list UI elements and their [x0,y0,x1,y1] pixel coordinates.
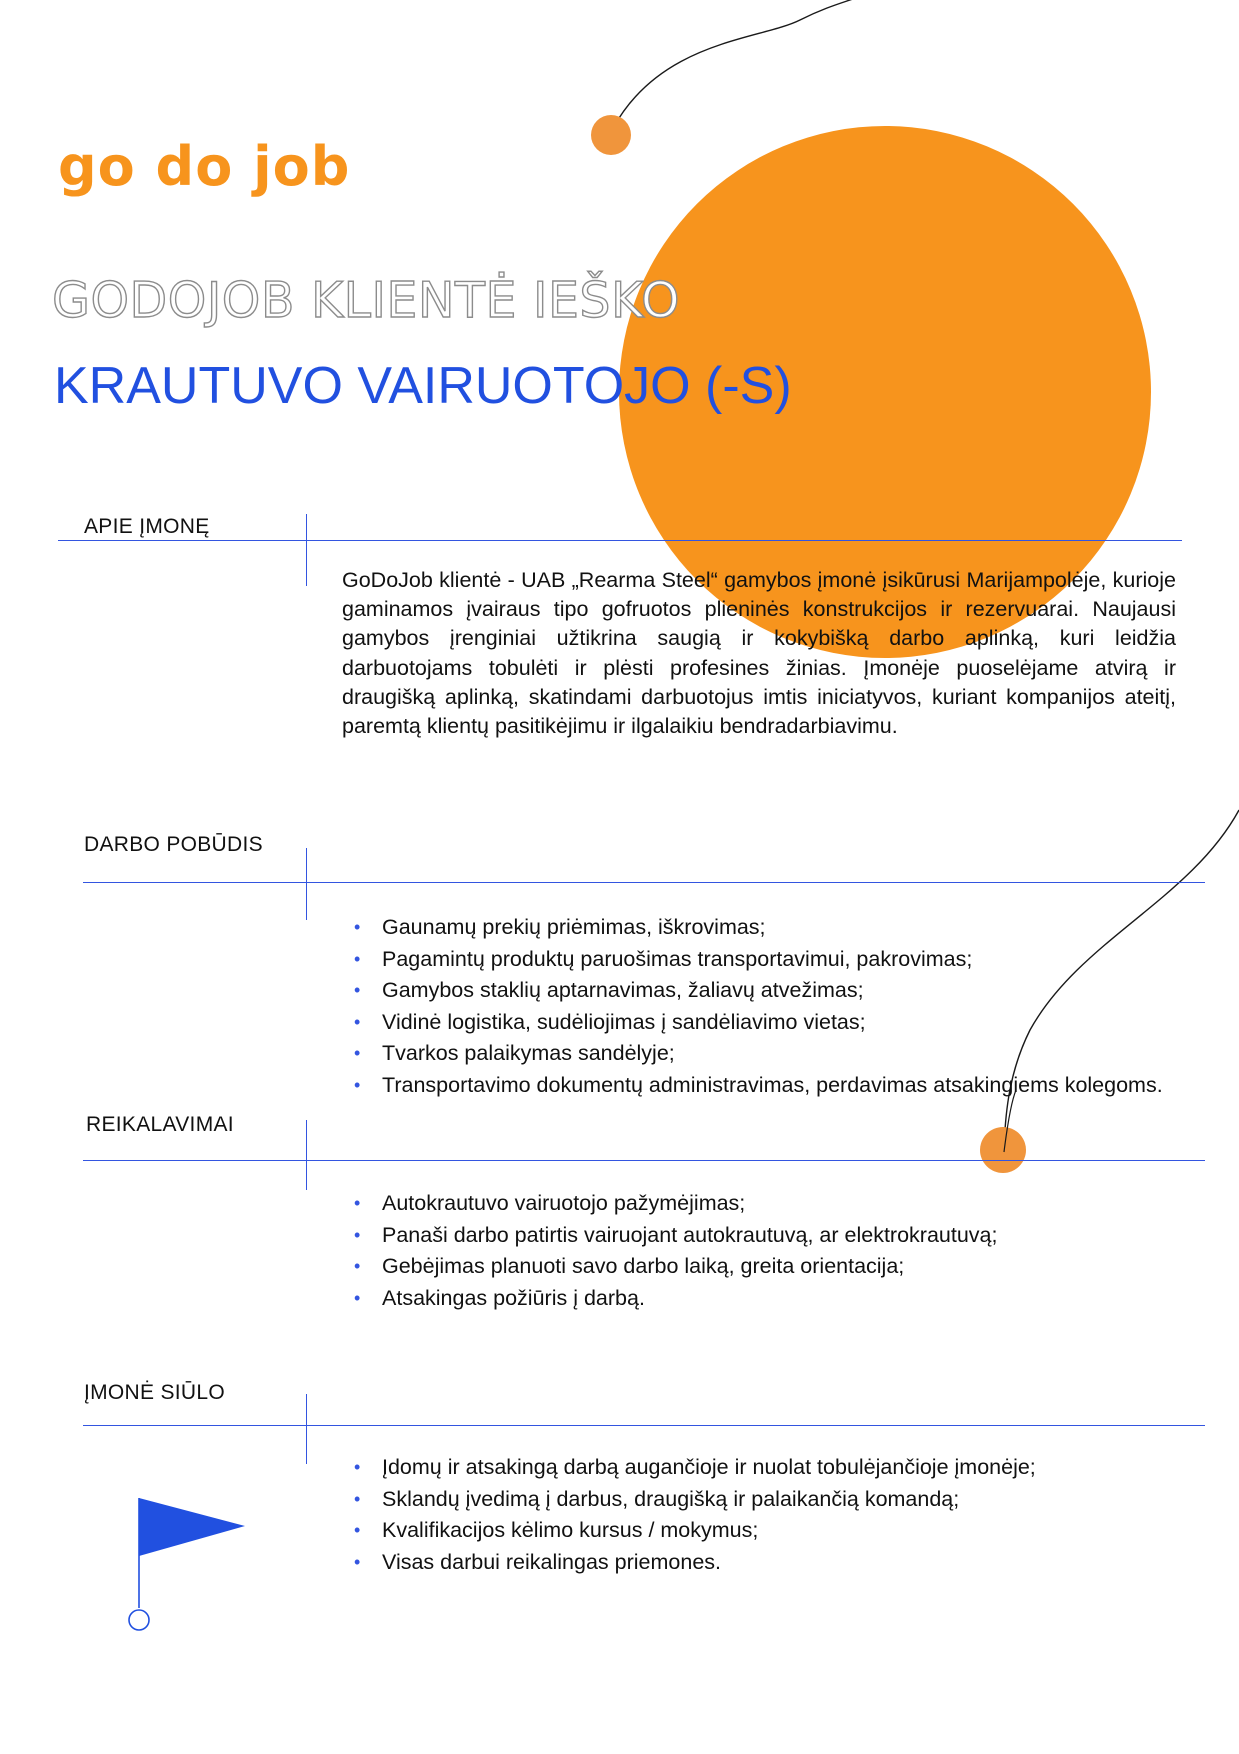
offer-list [352,1452,1182,1578]
decorative-small-circle-right [980,1127,1026,1173]
list-item: • Autokrautuvo vairuotojo pažymėjimas; [352,1188,1182,1220]
section-tick-requirements [306,1120,307,1190]
outline-heading: GODOJOB KLIENTĖ IEŠKO [52,272,681,329]
list-item: • Transportavimo dokumentų administravimas, perdavimas atsakingiems kolegoms. [352,1070,1182,1102]
flag-icon [118,1496,258,1636]
section-label-offer: ĮMONĖ SIŪLO [84,1381,225,1404]
list-item: • Panaši darbo patirtis vairuojant autokrautuvą, ar elektrokrautuvą; [352,1220,1182,1252]
section-tick-about [306,514,307,586]
job-title: KRAUTUVO VAIRUOTOJO (-S) [54,357,792,415]
list-item: • Visas darbui reikalingas priemones. [352,1547,1182,1579]
section-label-requirements: REIKALAVIMAI [86,1113,234,1136]
duties-list [352,912,1182,1102]
list-item: • Pagamintų produktų paruošimas transportavimui, pakrovimas; [352,944,1182,976]
list-item: • Vidinė logistika, sudėliojimas į sandėliavimo vietas; [352,1007,1182,1039]
requirements-list [352,1188,1182,1314]
list-item: • Kvalifikacijos kėlimo kursus / mokymus; [352,1515,1182,1547]
list-item: • Gebėjimas planuoti savo darbo laiką, greita orientacija; [352,1251,1182,1283]
section-divider-offer [83,1425,1205,1426]
decorative-small-circle-top [591,115,631,155]
section-label-duties: DARBO POBŪDIS [84,833,263,856]
section-label-about: APIE ĮMONĘ [84,515,210,538]
list-item: • Gamybos staklių aptarnavimas, žaliavų atvežimas; [352,975,1182,1007]
godojob-logo: go do job [58,135,351,198]
section-divider-about [58,540,1182,541]
section-tick-offer [306,1394,307,1464]
decorative-curve-top [612,0,870,130]
section-divider-requirements [83,1160,1205,1161]
about-paragraph: GoDoJob klientė - UAB „Rearma Steel“ gamybos įmonė įsikūrusi Marijampolėje, kurioje gaminamos įvairaus tipo gofruotos plieninės konstrukcijos ir rezervuarai. Naujausi gamybos įrenginiai užtikrina saugią ir kokybišką darbo aplinką, kuri leidžia darbuotojams tobulėti ir plėsti profesines žinias. Įmonėje puoselėjame atvirą ir draugišką aplinką, skatindami darbuotojus imtis iniciatyvos, kuriant kompanijos ateitį, paremtą klientų pasitikėjimu ir ilgalaikiu bendradarbiavimu. [342,568,1176,739]
section-tick-duties [306,848,307,920]
list-item: • Tvarkos palaikymas sandėlyje; [352,1038,1182,1070]
list-item: • Sklandų įvedimą į darbus, draugišką ir palaikančią komandą; [352,1484,1182,1516]
section-divider-duties [83,882,1205,883]
list-item: • Įdomų ir atsakingą darbą augančioje ir nuolat tobulėjančioje įmonėje; [352,1452,1182,1484]
list-item: • Atsakingas požiūris į darbą. [352,1283,1182,1315]
list-item: • Gaunamų prekių priėmimas, iškrovimas; [352,912,1182,944]
